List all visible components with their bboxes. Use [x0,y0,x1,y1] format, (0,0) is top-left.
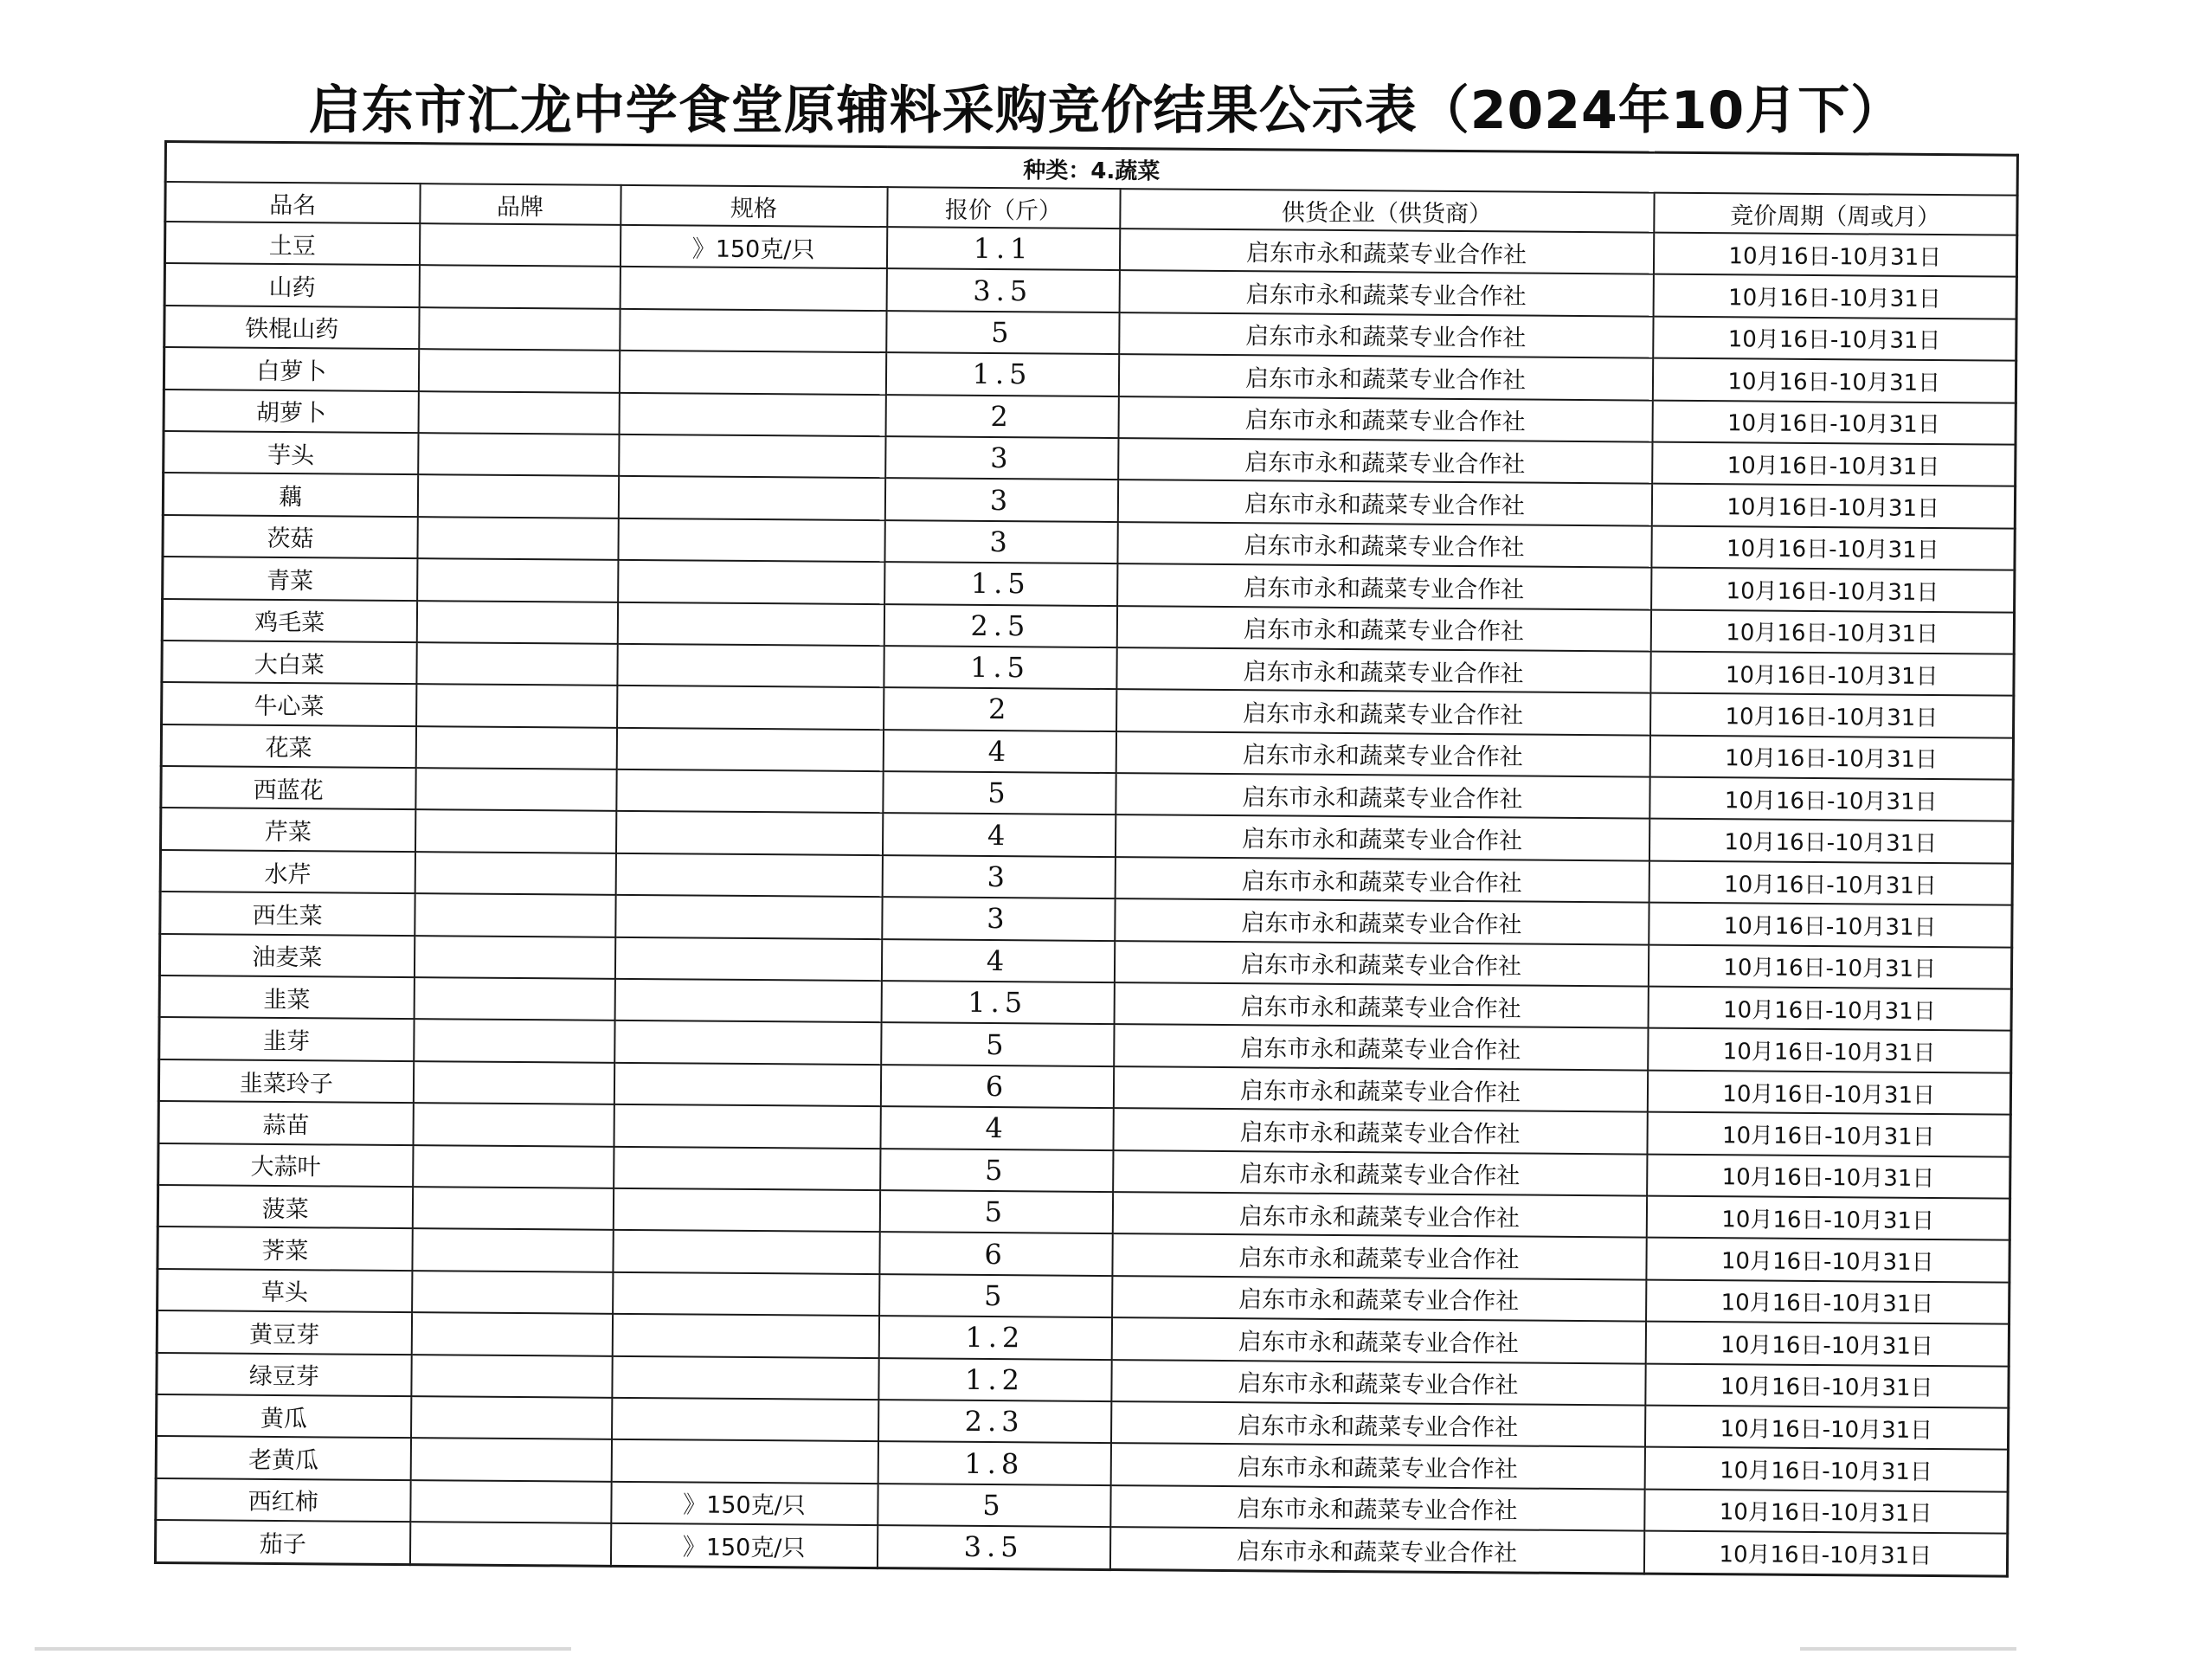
cell-name: 鸡毛菜 [162,599,416,643]
cell-brand [416,684,617,727]
cell-price: 2 [885,395,1118,438]
cell-supplier: 启东市永和蔬菜专业合作社 [1109,1527,1643,1573]
cell-spec [612,1355,878,1400]
cell-name: 芋头 [164,431,418,475]
category-label: 种类：4.蔬菜 [165,142,2017,196]
cell-supplier: 启东市永和蔬菜专业合作社 [1114,1024,1648,1070]
cell-name: 白萝卜 [164,347,418,391]
cell-brand [417,558,618,602]
cell-brand [414,1020,614,1063]
cell-period: 10月16日-10月31日 [1649,819,2012,863]
cell-period: 10月16日-10月31日 [1649,735,2013,779]
cell-name: 韭芽 [159,1017,414,1061]
page-title: 启东市汇龙中学食堂原辅料采购竞价结果公示表（2024年10月下） [308,80,1904,141]
cell-brand [417,474,618,518]
cell-price: 1.1 [886,227,1119,270]
cell-spec [615,853,882,898]
cell-supplier: 启东市永和蔬菜专业合作社 [1119,312,1653,358]
cell-period: 10月16日-10月31日 [1649,860,2012,905]
cell-price: 1.8 [878,1441,1110,1484]
cell-brand [418,349,619,392]
cell-price: 6 [880,1065,1113,1108]
cell-name: 胡萝卜 [164,389,418,434]
cell-spec [613,1188,879,1233]
cell-name: 老黄瓜 [156,1436,410,1480]
cell-spec [617,644,884,688]
cell-spec [613,1230,879,1274]
cell-period: 10月16日-10月31日 [1651,484,2015,528]
cell-name: 大蒜叶 [158,1143,413,1188]
cell-price: 5 [886,311,1119,354]
cell-brand [411,1355,612,1398]
cell-supplier: 启东市永和蔬菜专业合作社 [1114,941,1648,987]
cell-price: 4 [882,814,1115,857]
cell-price: 4 [880,1106,1113,1149]
cell-period: 10月16日-10月31日 [1648,944,2011,988]
header-price: 报价（斤） [887,187,1120,229]
scan-artifact-left [35,1647,571,1651]
cell-name: 菠菜 [158,1185,412,1229]
cell-price: 1.2 [878,1358,1111,1401]
cell-supplier: 启东市永和蔬菜专业合作社 [1116,647,1650,693]
cell-price: 1.2 [878,1316,1111,1359]
cell-name: 大白菜 [162,641,416,685]
cell-brand [415,852,615,895]
cell-price: 5 [879,1274,1112,1317]
cell-name: 茨菇 [163,515,417,559]
cell-period: 10月16日-10月31日 [1649,903,2012,947]
cell-spec: 》150克/只 [611,1482,878,1526]
cell-period: 10月16日-10月31日 [1651,525,2015,570]
cell-supplier: 启东市永和蔬菜专业合作社 [1115,857,1649,903]
cell-supplier: 启东市永和蔬菜专业合作社 [1110,1443,1644,1489]
cell-price: 2.3 [878,1400,1111,1443]
header-supplier: 供货企业（供货商） [1120,189,1654,233]
cell-supplier: 启东市永和蔬菜专业合作社 [1116,606,1650,652]
cell-name: 韭菜玲子 [158,1059,413,1104]
cell-spec [615,811,882,855]
cell-brand [417,517,618,560]
cell-name: 西生菜 [160,892,415,936]
cell-brand [419,307,620,351]
cell-period: 10月16日-10月31日 [1653,233,2016,277]
cell-name: 牛心菜 [162,682,416,726]
cell-name: 绿豆芽 [157,1353,411,1397]
cell-brand [412,1229,613,1272]
cell-spec [614,1020,881,1065]
header-period: 竞价周期（周或月） [1654,193,2017,235]
cell-price: 1.5 [884,562,1117,605]
cell-name: 黄瓜 [157,1394,411,1439]
cell-period: 10月16日-10月31日 [1652,358,2016,402]
cell-supplier: 启东市永和蔬菜专业合作社 [1112,1276,1646,1322]
cell-spec [614,1146,880,1190]
cell-spec [612,1314,878,1358]
cell-price: 5 [879,1190,1112,1233]
cell-price: 3 [884,478,1117,521]
cell-brand [409,1522,610,1566]
cell-supplier: 启东市永和蔬菜专业合作社 [1117,522,1651,568]
cell-supplier: 启东市永和蔬菜专业合作社 [1118,438,1652,484]
header-spec: 规格 [621,185,887,227]
cell-supplier: 启东市永和蔬菜专业合作社 [1113,1066,1647,1112]
cell-spec: 》150克/只 [620,225,886,269]
cell-price: 5 [878,1484,1110,1527]
cell-spec [614,1063,880,1107]
cell-brand [412,1187,613,1230]
cell-supplier: 启东市永和蔬菜专业合作社 [1114,982,1648,1028]
cell-supplier: 启东市永和蔬菜专业合作社 [1113,1150,1647,1196]
cell-spec [616,769,883,814]
cell-price: 3 [885,436,1118,480]
cell-brand [418,391,619,435]
cell-name: 西蓝花 [161,766,415,810]
cell-price: 3.5 [886,269,1119,312]
cell-brand [415,810,615,853]
cell-name: 蒜苗 [158,1101,413,1145]
cell-supplier: 启东市永和蔬菜专业合作社 [1110,1401,1644,1447]
cell-brand [413,1103,614,1146]
header-name: 品名 [165,182,420,223]
cell-supplier: 启东市永和蔬菜专业合作社 [1117,480,1651,525]
cell-period: 10月16日-10月31日 [1644,1447,2008,1491]
cell-spec [619,351,885,395]
cell-period: 10月16日-10月31日 [1645,1363,2009,1407]
cell-supplier: 启东市永和蔬菜专业合作社 [1116,731,1649,777]
cell-brand [414,936,614,979]
cell-brand [410,1438,611,1481]
cell-period: 10月16日-10月31日 [1643,1531,2007,1576]
cell-name: 荠菜 [158,1226,412,1271]
cell-supplier: 启东市永和蔬菜专业合作社 [1116,773,1649,819]
cell-supplier: 启东市永和蔬菜专业合作社 [1116,689,1650,735]
cell-brand [419,266,620,309]
cell-name: 草头 [158,1269,412,1313]
cell-name: 铁棍山药 [164,306,419,350]
cell-price: 1.5 [885,352,1118,396]
cell-supplier: 启东市永和蔬菜专业合作社 [1118,354,1652,400]
cell-period: 10月16日-10月31日 [1650,652,2014,696]
cell-period: 10月16日-10月31日 [1644,1406,2008,1450]
cell-brand [413,1061,614,1104]
cell-price: 5 [881,1023,1114,1066]
cell-spec [617,686,884,730]
cell-brand [413,1145,614,1188]
cell-name: 山药 [164,263,419,307]
cell-name: 土豆 [164,222,419,266]
cell-supplier: 启东市永和蔬菜专业合作社 [1119,229,1653,274]
cell-spec [611,1439,878,1484]
cell-price: 3 [882,897,1115,940]
cell-name: 花菜 [161,724,415,769]
scan-artifact-right [1800,1647,2016,1651]
cell-spec [614,937,881,981]
cell-name: 藕 [163,473,417,517]
cell-period: 10月16日-10月31日 [1647,1154,2010,1198]
cell-period: 10月16日-10月31日 [1651,568,2015,612]
cell-supplier: 启东市永和蔬菜专业合作社 [1119,270,1653,316]
cell-spec [618,476,884,520]
cell-price: 5 [880,1149,1113,1192]
cell-brand [416,601,617,644]
cell-price: 2 [884,687,1116,731]
cell-price: 6 [879,1232,1112,1275]
cell-brand [416,642,617,686]
cell-spec [618,560,884,604]
cell-price: 3 [884,520,1117,563]
cell-brand [412,1271,613,1314]
cell-price: 4 [881,939,1114,982]
cell-name: 芹菜 [160,808,415,852]
cell-period: 10月16日-10月31日 [1652,442,2016,486]
cell-brand [418,433,619,476]
cell-period: 10月16日-10月31日 [1652,400,2016,444]
cell-price: 1.5 [881,981,1114,1024]
cell-supplier: 启东市永和蔬菜专业合作社 [1118,396,1652,442]
table-container [154,140,2016,1577]
cell-supplier: 启东市永和蔬菜专业合作社 [1112,1192,1646,1238]
cell-price: 3.5 [877,1525,1109,1569]
cell-price: 3 [882,855,1115,898]
cell-spec [616,728,883,772]
cell-spec [613,1272,879,1317]
cell-supplier: 启东市永和蔬菜专业合作社 [1115,898,1649,944]
cell-period: 10月16日-10月31日 [1647,1112,2010,1156]
cell-spec [619,435,885,479]
header-brand: 品牌 [420,183,621,225]
cell-spec [620,267,886,311]
cell-spec [614,1104,880,1149]
cell-period: 10月16日-10月31日 [1653,274,2016,319]
cell-name: 青菜 [163,557,417,601]
cell-period: 10月16日-10月31日 [1645,1322,2009,1366]
cell-price: 5 [883,771,1116,814]
cell-supplier: 启东市永和蔬菜专业合作社 [1110,1485,1644,1531]
cell-name: 水芹 [160,850,415,894]
cell-period: 10月16日-10月31日 [1647,1070,2010,1114]
cell-spec [618,518,884,563]
cell-name: 油麦菜 [159,934,414,978]
cell-brand [410,1480,611,1523]
cell-period: 10月16日-10月31日 [1646,1238,2009,1282]
cell-brand [419,223,620,267]
cell-supplier: 启东市永和蔬菜专业合作社 [1111,1317,1645,1363]
cell-name: 黄豆芽 [157,1310,411,1355]
cell-brand [415,768,616,811]
cell-brand [415,726,616,769]
cell-name: 韭菜 [159,975,414,1020]
cell-period: 10月16日-10月31日 [1646,1196,2009,1240]
cell-supplier: 启东市永和蔬菜专业合作社 [1112,1233,1646,1279]
procurement-table [154,140,2019,1577]
cell-supplier: 启东市永和蔬菜专业合作社 [1113,1108,1647,1154]
cell-brand [415,893,615,937]
cell-period: 10月16日-10月31日 [1650,609,2014,653]
cell-spec [619,392,885,436]
cell-spec [614,979,881,1023]
cell-period: 10月16日-10月31日 [1653,316,2016,360]
cell-name: 西红柿 [156,1478,410,1523]
cell-spec [612,1398,878,1442]
cell-price: 1.5 [884,646,1116,689]
cell-name: 茄子 [155,1520,409,1564]
cell-period: 10月16日-10月31日 [1644,1489,2008,1533]
cell-spec: 》150克/只 [610,1523,877,1568]
cell-price: 2.5 [884,604,1116,647]
cell-brand [411,1396,612,1439]
cell-price: 4 [883,730,1116,773]
cell-brand [411,1312,612,1355]
cell-supplier: 启东市永和蔬菜专业合作社 [1115,815,1649,861]
cell-period: 10月16日-10月31日 [1646,1279,2009,1323]
cell-period: 10月16日-10月31日 [1648,1028,2011,1072]
cell-spec [620,309,886,353]
cell-period: 10月16日-10月31日 [1649,777,2013,821]
cell-period: 10月16日-10月31日 [1650,693,2014,737]
cell-brand [414,977,614,1020]
cell-supplier: 启东市永和蔬菜专业合作社 [1117,563,1651,609]
cell-spec [615,895,882,939]
cell-period: 10月16日-10月31日 [1648,987,2011,1031]
cell-spec [617,602,884,646]
cell-supplier: 启东市永和蔬菜专业合作社 [1111,1360,1645,1406]
table-body [155,222,2016,1576]
